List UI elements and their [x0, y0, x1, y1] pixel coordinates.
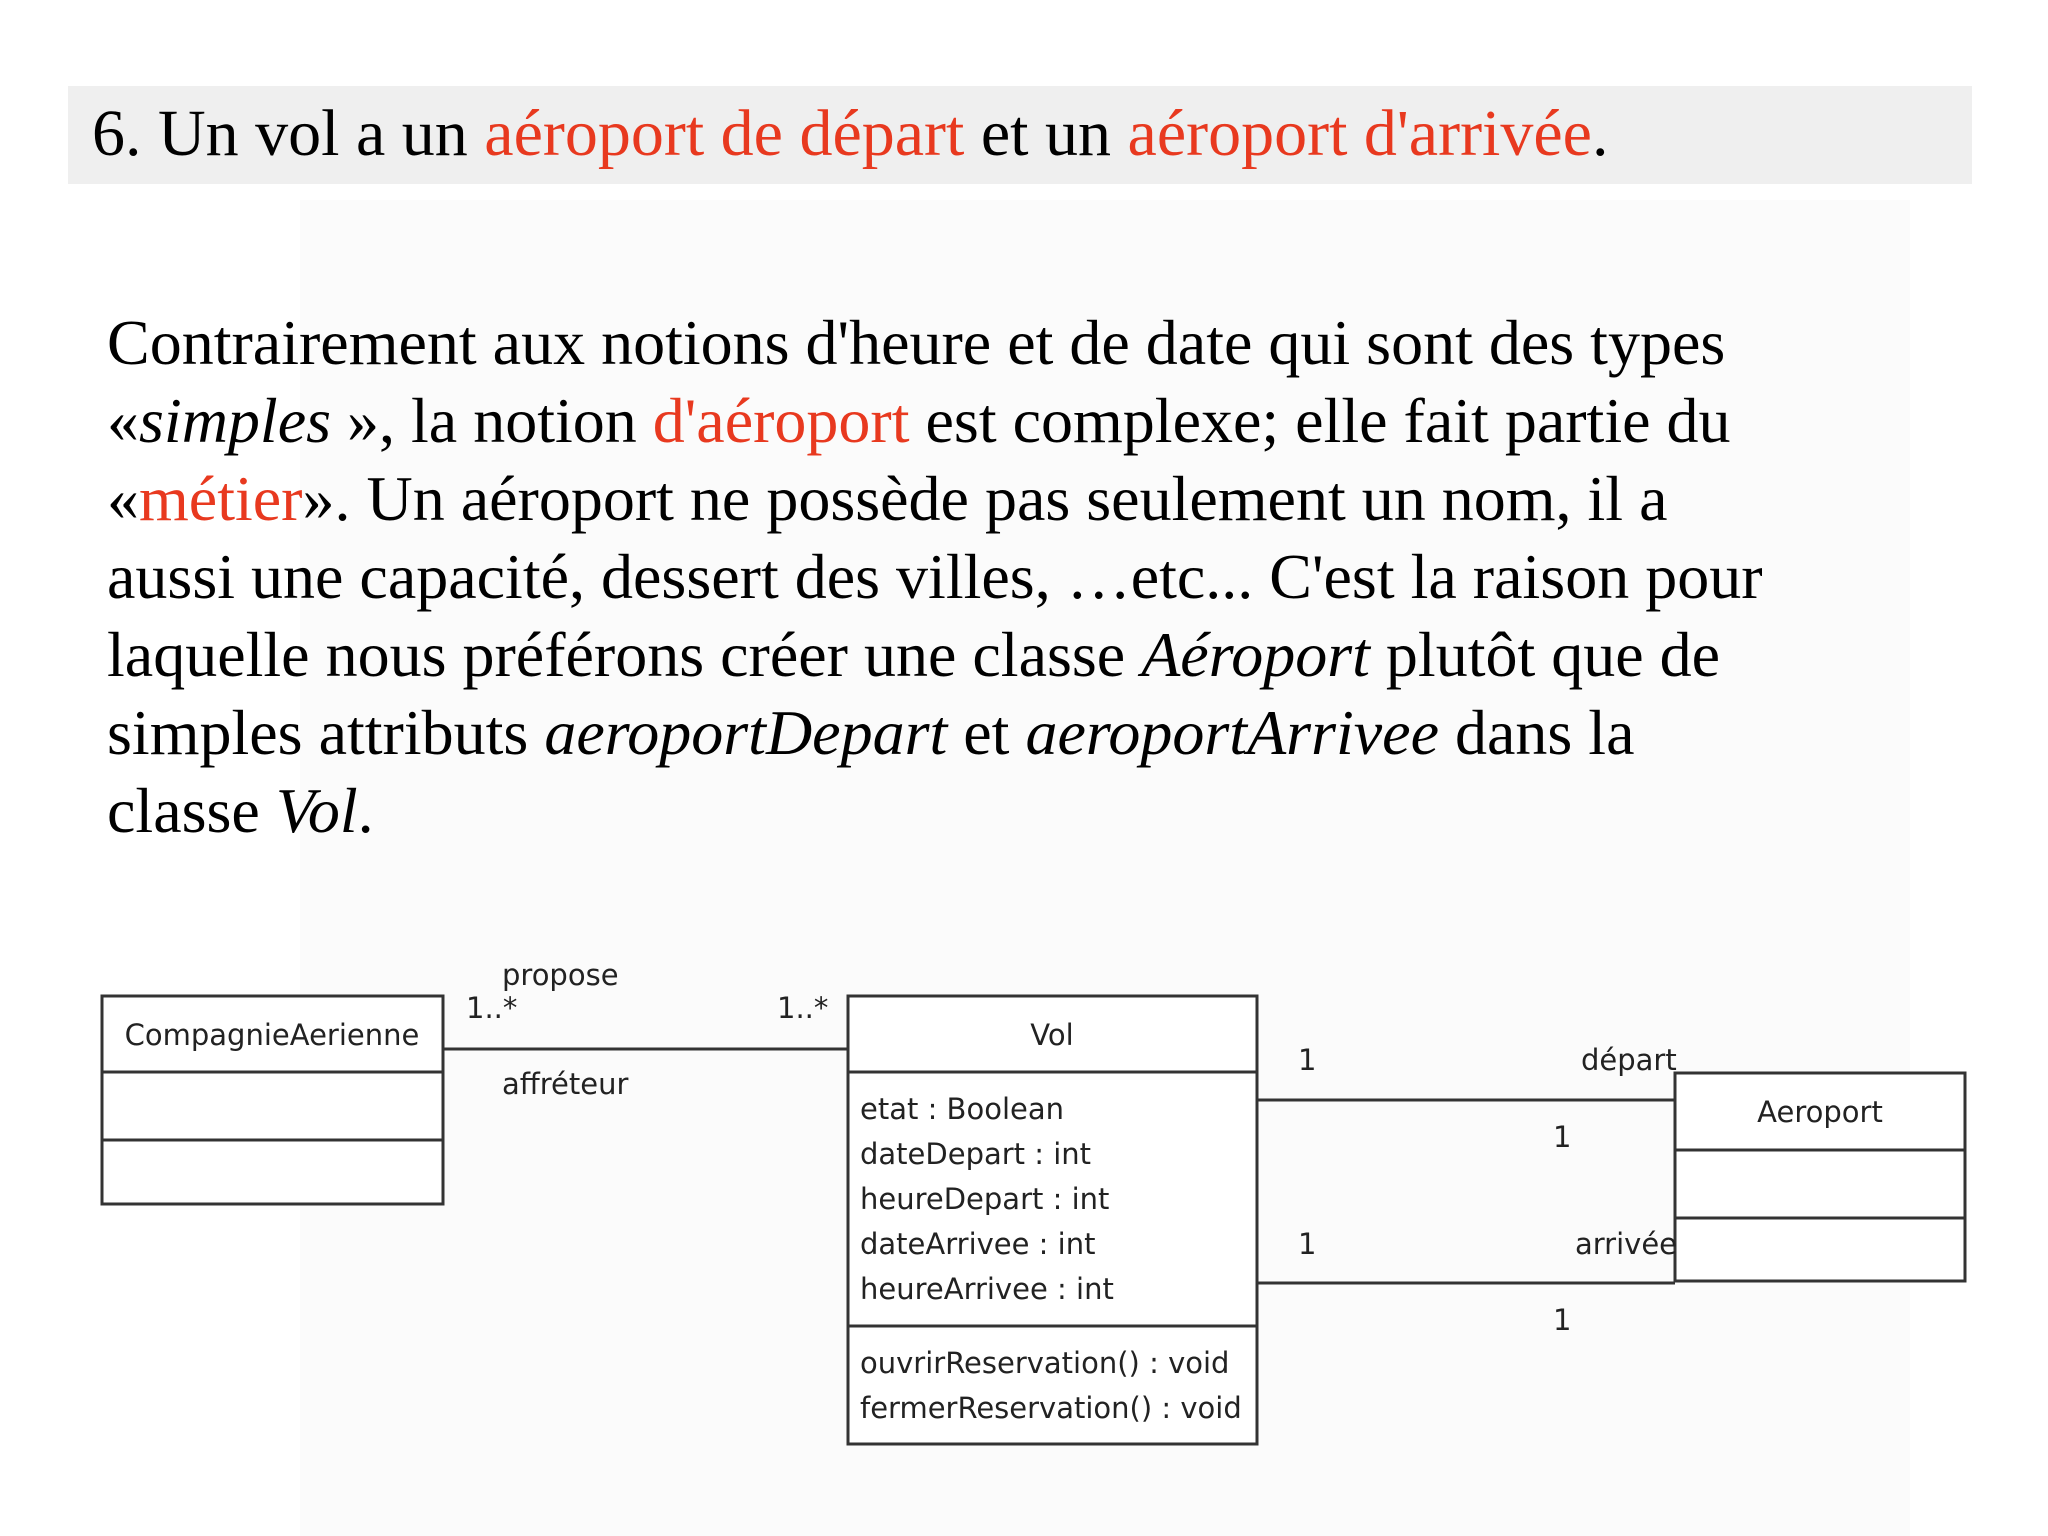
line-text: dans la [1438, 697, 1635, 768]
association-name-propose: propose [502, 958, 619, 992]
association-depart[interactable] [1257, 1043, 1677, 1154]
line-text: . [357, 775, 374, 846]
multiplicity-vol-arrivee: 1 [1298, 1227, 1317, 1261]
title-part1: Un vol a un [158, 97, 468, 170]
vol-attribute: heureArrivee : int [860, 1272, 1114, 1306]
association-propose[interactable] [443, 958, 848, 1101]
association-arrivee[interactable] [1257, 1227, 1677, 1337]
line-text: aussi une capacité, dessert des villes, …etc... C'est la raison pour [107, 541, 1763, 612]
line-text: », la notion [331, 385, 653, 456]
line-text: « [107, 463, 139, 534]
role-affreteur: affréteur [502, 1067, 629, 1101]
line-text: laquelle nous préférons créer une classe [107, 619, 1142, 690]
term-metier: métier [139, 463, 303, 534]
line-text: est complexe; elle fait partie du [909, 385, 1731, 456]
term-class-aeroport: Aéroport [1141, 619, 1370, 690]
multiplicity-vol: 1..* [777, 991, 829, 1025]
line-text: plutôt que de [1369, 619, 1721, 690]
vol-attribute: etat : Boolean [860, 1092, 1064, 1126]
class-compagnie-aerienne[interactable] [102, 996, 443, 1204]
vol-attribute: heureDepart : int [860, 1182, 1110, 1216]
term-aeroport-depart: aeroportDepart [544, 697, 948, 768]
class-aeroport[interactable] [1675, 1073, 1965, 1281]
class-vol[interactable] [848, 996, 1257, 1444]
vol-method: ouvrirReservation() : void [860, 1346, 1230, 1380]
multiplicity-aeroport-arrivee: 1 [1553, 1303, 1572, 1337]
class-name-vol: Vol [1030, 1018, 1074, 1052]
title-highlight-arrivee: aéroport d'arrivée [1127, 97, 1592, 170]
term-class-vol: Vol [275, 775, 358, 846]
line-text: et [947, 697, 1026, 768]
multiplicity-aeroport-depart: 1 [1553, 1120, 1572, 1154]
multiplicity-vol-depart: 1 [1298, 1043, 1317, 1077]
line-text: Contrairement aux notions d'heure et de date qui sont des types [107, 307, 1726, 378]
term-aeroport: d'aéroport [652, 385, 910, 456]
line-text: « [107, 385, 139, 456]
class-name-aeroport: Aeroport [1757, 1095, 1883, 1129]
line-text: ». Un aéroport ne possède pas seulement un nom, il a [302, 463, 1668, 534]
term-aeroport-arrivee: aeroportArrivee [1025, 697, 1439, 768]
title-number: 6. [92, 97, 142, 170]
vol-attribute: dateArrivee : int [860, 1227, 1096, 1261]
title-part2: et un [980, 97, 1112, 170]
role-depart: départ [1581, 1043, 1677, 1077]
vol-attribute: dateDepart : int [860, 1137, 1092, 1171]
title-end: . [1591, 97, 1609, 170]
vol-method: fermerReservation() : void [860, 1391, 1242, 1425]
line-text: simples attributs [107, 697, 545, 768]
class-name-compagnie: CompagnieAerienne [124, 1018, 420, 1052]
multiplicity-compagnie: 1..* [466, 991, 518, 1025]
role-arrivee: arrivée [1575, 1227, 1678, 1261]
line-text: classe [107, 775, 276, 846]
term-simples: simples [139, 385, 331, 456]
title-highlight-depart: aéroport de départ [484, 97, 965, 170]
